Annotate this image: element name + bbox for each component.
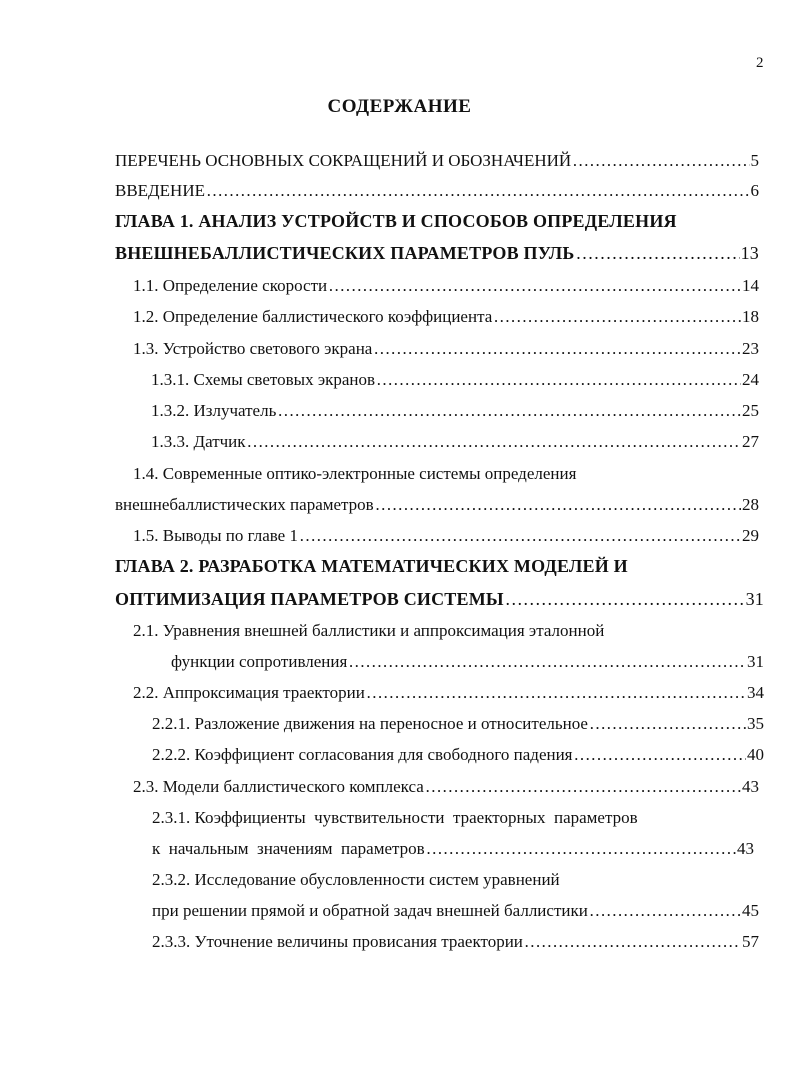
toc-entry-page: 43 <box>737 839 754 858</box>
leader-dots <box>425 777 741 797</box>
toc-entry <box>133 464 576 488</box>
toc-entry <box>152 901 759 925</box>
toc-entry-page: 5 <box>750 151 759 170</box>
toc-entry <box>115 243 759 267</box>
leader-dots <box>375 495 741 515</box>
toc-entry <box>115 151 759 175</box>
toc-entry-text: 2.3.2. Исследование обусловленности систем уравнений <box>152 870 560 889</box>
toc-entry-page: 27 <box>742 432 759 451</box>
leader-dots <box>206 181 750 201</box>
toc-entry-page: 6 <box>750 181 759 200</box>
leader-dots <box>493 307 741 327</box>
toc-entry-page: 29 <box>742 526 759 545</box>
toc-entry <box>152 745 764 769</box>
toc-entry-text: ВВЕДЕНИЕ <box>115 181 205 200</box>
toc-entry-page: 14 <box>742 276 759 295</box>
leader-dots <box>277 401 741 421</box>
toc-entry <box>133 526 759 550</box>
toc-entry-text: ОПТИМИЗАЦИЯ ПАРАМЕТРОВ СИСТЕМЫ <box>115 589 504 609</box>
toc-entry <box>133 777 759 801</box>
toc-entry-text: 2.1. Уравнения внешней баллистики и аппроксимация эталонной <box>133 621 605 640</box>
leader-dots <box>589 901 741 921</box>
toc-entry <box>133 683 764 707</box>
toc-entry-page: 24 <box>742 370 759 389</box>
toc-entry-text: 1.1. Определение скорости <box>133 276 328 295</box>
leader-dots <box>426 839 736 859</box>
leader-dots <box>366 683 746 703</box>
toc-entry-text: ПЕРЕЧЕНЬ ОСНОВНЫХ СОКРАЩЕНИЙ И ОБОЗНАЧЕНИЙ <box>115 151 572 170</box>
toc-entry <box>115 211 677 235</box>
toc-entry <box>152 870 560 894</box>
leader-dots <box>576 243 740 264</box>
toc-entry-page: 40 <box>747 745 764 764</box>
toc-entry <box>133 621 604 645</box>
leader-dots <box>524 932 741 952</box>
toc-entry-text: 2.2.1. Разложение движения на переносное и относительное <box>152 714 588 733</box>
toc-entry-text: ГЛАВА 1. АНАЛИЗ УСТРОЙСТВ И СПОСОБОВ ОПРЕДЕЛЕНИЯ <box>115 211 677 231</box>
toc-entry-page: 18 <box>742 307 759 326</box>
toc-entry-text: при решении прямой и обратной задач внешней баллистики <box>152 901 588 920</box>
toc-entry-text: 1.5. Выводы по главе 1 <box>133 526 298 545</box>
toc-entry-page: 57 <box>742 932 759 951</box>
toc-entry-page: 35 <box>747 714 764 733</box>
page-title: СОДЕРЖАНИЕ <box>327 96 472 117</box>
toc-entry-text: 1.2. Определение баллистического коэффициента <box>133 307 493 326</box>
toc-entry-page: 13 <box>740 243 759 263</box>
toc-entry <box>152 932 759 956</box>
toc-entry <box>151 370 759 394</box>
toc-entry-text: 1.3.2. Излучатель <box>151 401 277 420</box>
toc-entry <box>115 181 759 205</box>
leader-dots <box>348 652 746 672</box>
toc-entry-page: 45 <box>742 901 759 920</box>
leader-dots <box>373 339 741 359</box>
toc-entry <box>152 839 754 863</box>
toc-entry-text: 2.2. Аппроксимация траектории <box>133 683 365 702</box>
toc-entry-text: функции сопротивления <box>171 652 348 671</box>
leader-dots <box>247 432 741 452</box>
toc-entry-text: внешнебаллистических параметров <box>115 495 374 514</box>
toc-entry-text: ГЛАВА 2. РАЗРАБОТКА МАТЕМАТИЧЕСКИХ МОДЕЛЕЙ И <box>115 556 628 576</box>
toc-entry-text: 1.3. Устройство светового экрана <box>133 339 373 358</box>
toc-entry-page: 34 <box>747 683 764 702</box>
toc-entry-page: 28 <box>742 495 759 514</box>
leader-dots <box>505 589 745 610</box>
leader-dots <box>299 526 741 546</box>
leader-dots <box>574 745 746 765</box>
toc-entry <box>133 276 759 300</box>
toc-entry <box>152 714 764 738</box>
leader-dots <box>376 370 741 390</box>
toc-entry-text: 2.3. Модели баллистического комплекса <box>133 777 424 796</box>
toc-entry-text: 1.3.1. Схемы световых экранов <box>151 370 376 389</box>
toc-entry-text: к начальным значениям параметров <box>152 839 425 858</box>
toc-entry <box>151 401 759 425</box>
toc-entry <box>171 652 764 676</box>
toc-entry <box>133 307 759 331</box>
toc-entry <box>133 339 759 363</box>
toc-entry <box>115 556 628 580</box>
page-number: 2 <box>756 55 764 71</box>
toc-entry-text: 2.3.1. Коэффициенты чувствительности траекторных параметров <box>152 808 638 827</box>
leader-dots <box>328 276 741 296</box>
toc-entry-page: 23 <box>742 339 759 358</box>
leader-dots <box>572 151 749 171</box>
toc-entry-page: 25 <box>742 401 759 420</box>
toc-entry <box>151 432 759 456</box>
toc-entry-text: 1.3.3. Датчик <box>151 432 246 451</box>
toc-entry-page: 43 <box>742 777 759 796</box>
toc-entry-page: 31 <box>745 589 764 609</box>
toc-entry <box>115 589 764 613</box>
toc-entry-page: 31 <box>747 652 764 671</box>
toc-entry-text: ВНЕШНЕБАЛЛИСТИЧЕСКИХ ПАРАМЕТРОВ ПУЛЬ <box>115 243 575 263</box>
toc-entry-text: 1.4. Современные оптико-электронные системы определения <box>133 464 577 483</box>
leader-dots <box>589 714 746 734</box>
toc-entry-text: 2.2.2. Коэффициент согласования для свободного падения <box>152 745 573 764</box>
toc-entry <box>115 495 759 519</box>
toc-entry-text: 2.3.3. Уточнение величины провисания траектории <box>152 932 523 951</box>
toc-entry <box>152 808 638 832</box>
